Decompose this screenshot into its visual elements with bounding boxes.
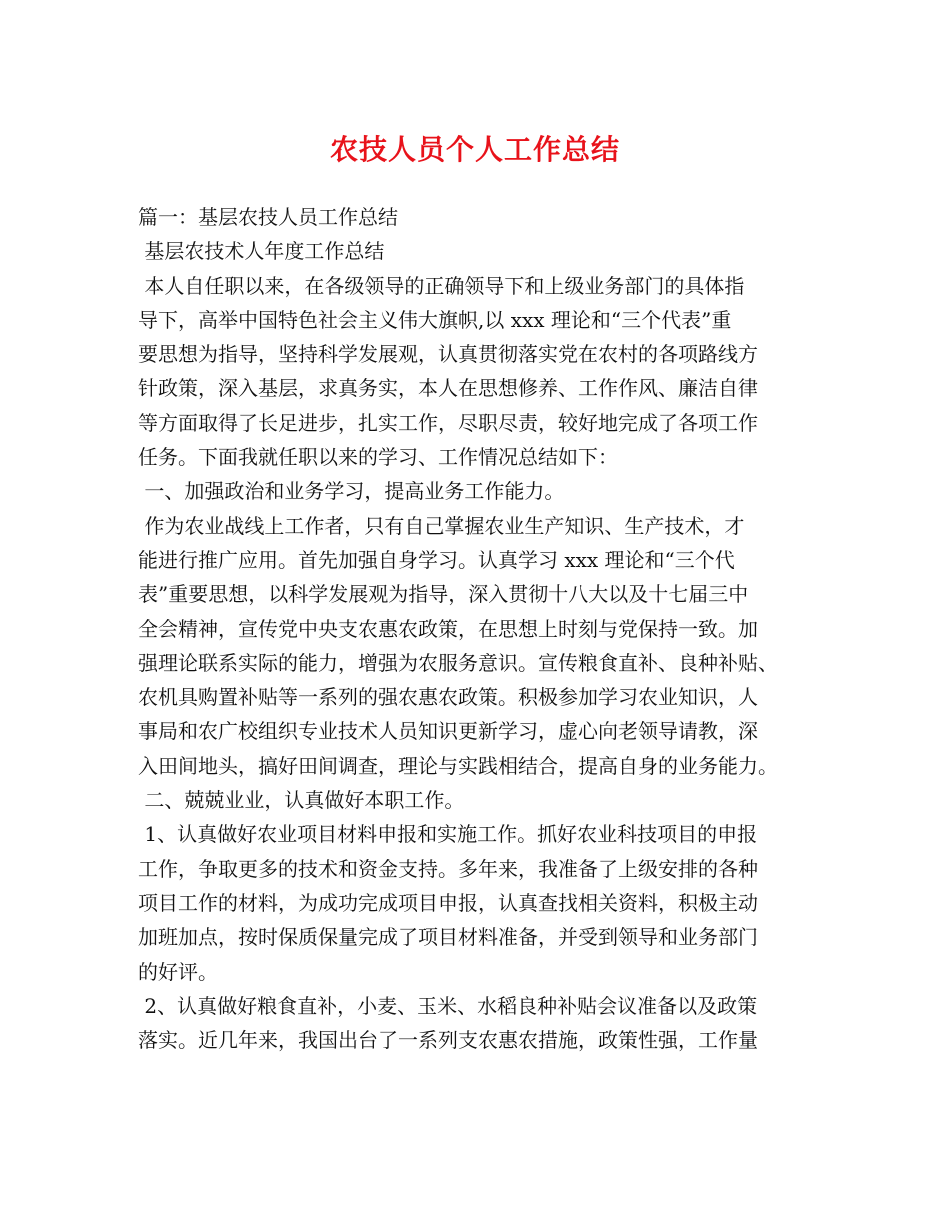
body-line: 要思想为指导，坚持科学发展观，认真贯彻落实党在农村的各项路线方 xyxy=(138,342,758,367)
body-line: 1、认真做好农业项目材料申报和实施工作。抓好农业科技项目的申报 xyxy=(138,822,758,847)
body-line: 落实。近几年来，我国出台了一系列支农惠农措施，政策性强，工作量 xyxy=(138,1028,758,1053)
body-line: 针政策，深入基层，求真务实，本人在思想修养、工作作风、廉洁自律 xyxy=(138,376,758,401)
body-line: 表”重要思想，以科学发展观为指导，深入贯彻十八大以及十七届三中 xyxy=(138,582,749,607)
document-title: 农技人员个人工作总结 xyxy=(329,133,620,166)
body-line: 能进行推广应用。首先加强自身学习。认真学习 xxx 理论和“三个代 xyxy=(138,547,735,572)
body-line: 基层农技术人年度工作总结 xyxy=(138,239,385,264)
body-line: 工作，争取更多的技术和资金支持。多年来，我准备了上级安排的各种 xyxy=(138,856,758,881)
body-line: 加班加点，按时保质保量完成了项目材料准备，并受到领导和业务部门 xyxy=(138,925,758,950)
body-line: 强理论联系实际的能力，增强为农服务意识。宣传粮食直补、良种补贴、 xyxy=(138,650,778,675)
body-line: 导下，高举中国特色社会主义伟大旗帜,以 xxx 理论和“三个代表”重 xyxy=(138,307,732,332)
body-line: 2、认真做好粮食直补，小麦、玉米、水稻良种补贴会议准备以及政策 xyxy=(138,993,758,1018)
body-line: 事局和农广校组织专业技术人员知识更新学习，虚心向老领导请教，深 xyxy=(138,719,758,744)
body-line: 作为农业战线上工作者，只有自己掌握农业生产知识、生产技术，才 xyxy=(138,513,745,538)
body-line: 等方面取得了长足进步，扎实工作，尽职尽责，较好地完成了各项工作 xyxy=(138,410,758,435)
body-line: 一、加强政治和业务学习，提高业务工作能力。 xyxy=(138,479,565,504)
body-line: 农机具购置补贴等一系列的强农惠农政策。积极参加学习农业知识，人 xyxy=(138,685,758,710)
body-line: 任务。下面我就任职以来的学习、工作情况总结如下： xyxy=(138,445,618,470)
body-line: 的好评。 xyxy=(138,959,218,984)
body-line: 入田间地头，搞好田间调查，理论与实践相结合，提高自身的业务能力。 xyxy=(138,753,778,778)
body-line: 全会精神，宣传党中央支农惠农政策，在思想上时刻与党保持一致。加 xyxy=(138,616,758,641)
body-line: 本人自任职以来，在各级领导的正确领导下和上级业务部门的具体指 xyxy=(138,273,745,298)
document-body xyxy=(138,200,828,1057)
body-line: 项目工作的材料，为成功完成项目申报，认真查找相关资料，积极主动 xyxy=(138,890,758,915)
body-line: 二、兢兢业业，认真做好本职工作。 xyxy=(138,788,465,813)
body-line: 篇一：基层农技人员工作总结 xyxy=(138,205,398,229)
